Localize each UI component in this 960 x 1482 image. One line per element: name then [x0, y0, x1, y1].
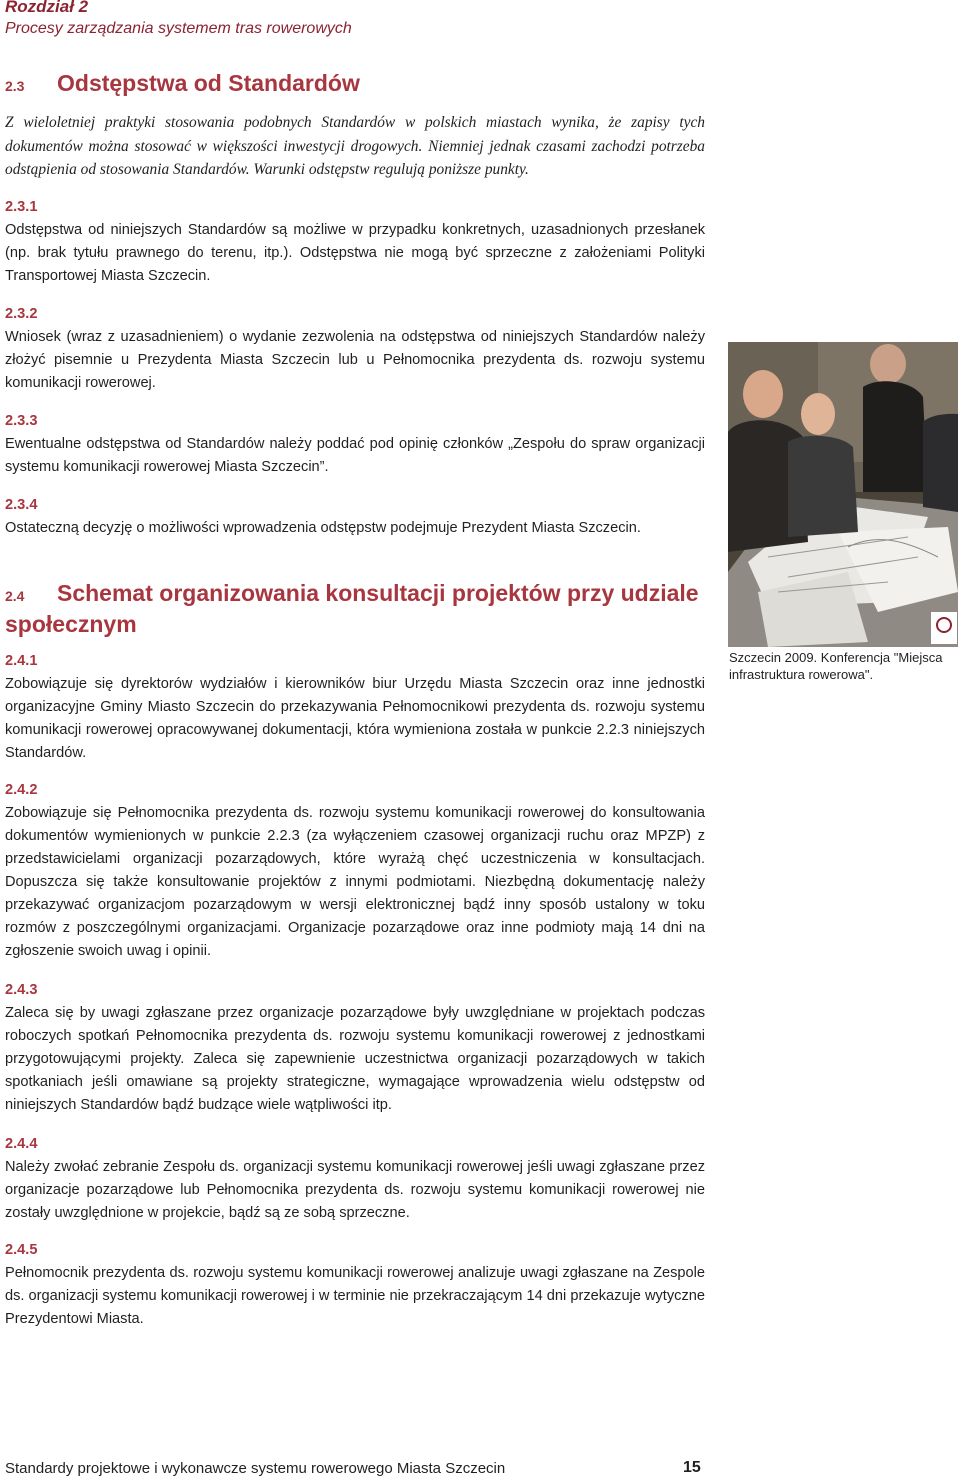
clause-text: Ewentualne odstępstwa od Standardów należy poddać pod opinię członków „Zespołu do spraw organizacji systemu komunikacji rowerowej Miasta Szczecin”.	[5, 436, 705, 475]
clause-text: Wniosek (wraz z uzasadnieniem) o wydanie zezwolenia na odstępstwa od niniejszych Standardów należy złożyć pisemnie u Prezydenta Miasta Szczecin lub u Pełnomocnika prezydenta ds. rozwoju systemu komunikacji rowerowej.	[5, 329, 705, 391]
clause-text: Zaleca się by uwagi zgłaszane przez organizacje pozarządowe były uwzględniane w projektach podczas roboczych spotkań Pełnomocnika prezydenta ds. rozwoju systemu komunikacji rowerowej z jednostkami przygotowującymi projekty. Zaleca się zapewnienie uczestnictwa organizacji pozarządowych w takich spotkaniach jeśli omawiane są projekty strategiczne, wymagające wprowadzenia wielu odstępstw od niniejszych Standardów bądź budzące wiele wątpliwości itp.	[5, 1005, 705, 1113]
section-heading-2-4	[5, 578, 705, 640]
footer-text: Standardy projektowe i wykonawcze systemu rowerowego Miasta Szczecin	[5, 1460, 506, 1477]
section-title: Schemat organizowania konsultacji projektów przy udziale społecznym	[5, 580, 699, 637]
clause-2-3-3	[5, 409, 705, 479]
clause-number: 2.4.1	[5, 653, 38, 669]
clause-number: 2.3.2	[5, 306, 38, 322]
chapter-label: Rozdział 2	[5, 0, 89, 16]
intro-paragraph	[5, 111, 705, 182]
clause-2-4-4	[5, 1132, 705, 1225]
intro-text: Z wieloletniej praktyki stosowania podobnych Standardów w polskich miastach wynika, że zapisy tych dokumentów można stosować w większości inwestycji drogowych. Niemniej jednak czasami zachodzi potrzeba odstąpienia od stosowania Standardów. Warunki odstępstw regulują poniższe punkty.	[5, 114, 705, 178]
clause-number: 2.3.3	[5, 413, 38, 429]
photo-caption: Szczecin 2009. Konferencja "Miejsca infrastruktura rowerowa".	[729, 650, 943, 682]
section-title: Odstępstwa od Standardów	[57, 70, 360, 96]
clause-2-4-2	[5, 778, 705, 963]
section-number: 2.4	[5, 588, 25, 604]
clause-number: 2.4.2	[5, 782, 38, 798]
conference-photo	[728, 342, 958, 647]
chapter-subtitle: Procesy zarządzania systemem tras rowerowych	[5, 20, 352, 37]
section-heading-2-3	[5, 70, 705, 97]
photo-illustration	[728, 342, 958, 647]
clause-number: 2.4.3	[5, 982, 38, 998]
clause-text: Należy zwołać zebranie Zespołu ds. organizacji systemu komunikacji rowerowej jeśli uwagi zgłaszane przez organizacje pozarządowe lub Pełnomocnika prezydenta ds. rozwoju systemu komunikacji rowerowej nie zostały uwzględnione w projekcie, bądź są ze sobą sprzeczne.	[5, 1159, 705, 1221]
clause-text: Pełnomocnik prezydenta ds. rozwoju systemu komunikacji rowerowej analizuje uwagi zgłaszane na Zespole ds. organizacji systemu komunikacji rowerowej i w terminie nie przekraczającym 14 dni przekazuje wytyczne Prezydentowi Miasta.	[5, 1265, 705, 1327]
clause-text: Ostateczną decyzję o możliwości wprowadzenia odstępstw podejmuje Prezydent Miasta Szczecin.	[5, 520, 641, 536]
clause-2-3-4	[5, 493, 705, 540]
clause-2-3-1	[5, 195, 705, 288]
clause-2-4-3	[5, 978, 705, 1117]
clause-number: 2.4.4	[5, 1136, 38, 1152]
clause-2-4-1	[5, 649, 705, 765]
clause-text: Zobowiązuje się dyrektorów wydziałów i kierowników biur Urzędu Miasta Szczecin oraz inne jednostki organizacyjne Gminy Miasto Szczecin do przekazywania Pełnomocnikowi prezydenta ds. rozwoju systemu komunikacji rowerowej opracowywanej dokumentacji, która wymieniona została w punkcie 2.2.3 niniejszych Standardów.	[5, 676, 705, 761]
clause-text: Zobowiązuje się Pełnomocnika prezydenta ds. rozwoju systemu komunikacji rowerowej do konsultowania dokumentów wymienionych w punkcie 2.2.3 (za wyłączeniem czasowej organizacji ruchu oraz MPZP) z przedstawicielami organizacji pozarządowych, które wyrażą chęć uczestniczenia w konsultacjach. Dopuszcza się także konsultowanie projektów z innymi podmiotami. Niezbędną dokumentację należy przekazywać organizacjom pozarządowym w wersji elektronicznej bądź inny sposób ustalony w toku rozmów z poszczególnymi organizacjami. Organizacje pozarządowe oraz inne podmioty mają 14 dni na zgłoszenie swoich uwag i opinii.	[5, 805, 705, 959]
clause-number: 2.4.5	[5, 1242, 38, 1258]
section-number: 2.3	[5, 78, 25, 94]
clause-2-4-5	[5, 1238, 705, 1331]
clause-number: 2.3.4	[5, 497, 38, 513]
clause-2-3-2	[5, 302, 705, 395]
page-number: 15	[683, 1459, 701, 1476]
clause-text: Odstępstwa od niniejszych Standardów są możliwe w przypadku konkretnych, uzasadnionych przesłanek (np. brak tytułu prawnego do terenu, itp.). Odstępstwa nie mogą być sprzeczne z założeniami Polityki Transportowej Miasta Szczecin.	[5, 222, 705, 284]
clause-number: 2.3.1	[5, 199, 38, 215]
